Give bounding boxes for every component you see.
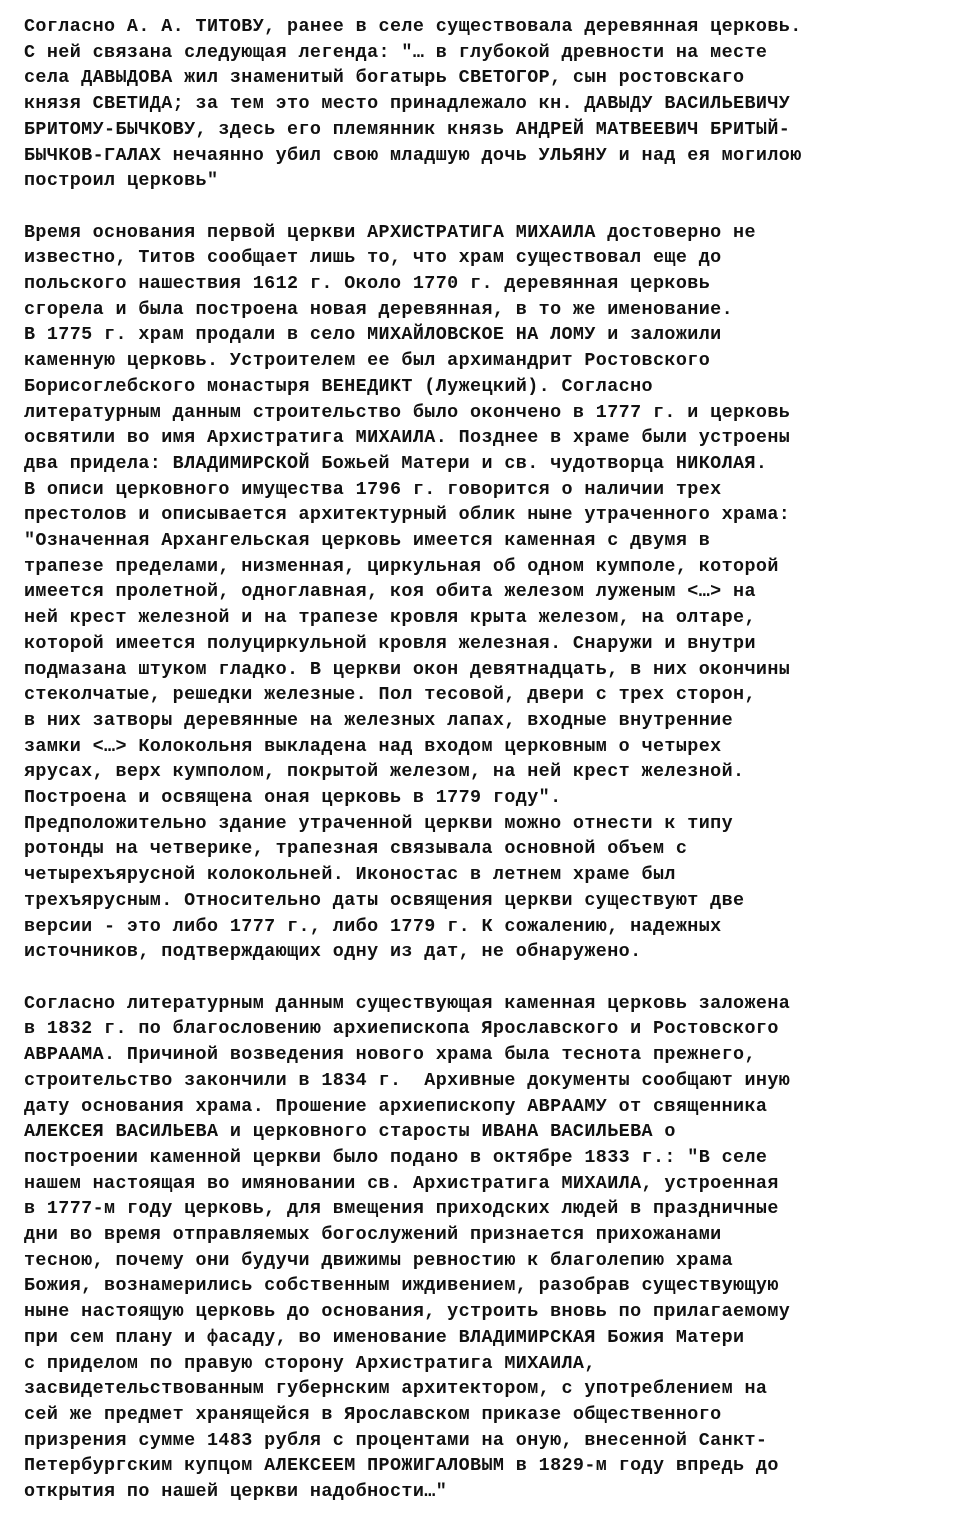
text-line: дни во время отправляемых богослужений признается прихожанами xyxy=(24,1224,722,1246)
text-line: Время основания первой церкви АРХИСТРАТИГА МИХАИЛА достоверно не xyxy=(24,221,756,243)
text-line: открытия по нашей церкви надобности…" xyxy=(24,1481,448,1503)
text-line: В описи церковного имущества 1796 г. говорится о наличии трех xyxy=(24,478,722,500)
text-line: строительство закончили в 1834 г. Архивные документы сообщают иную xyxy=(24,1069,791,1091)
text-line: версии - это либо 1777 г., либо 1779 г. К сожалению, надежных xyxy=(24,915,722,937)
text-line: каменную церковь. Устроителем ее был архимандрит Ростовского xyxy=(24,350,711,372)
paragraph-titov-legend xyxy=(24,14,959,194)
text-line: тесною, почему они будучи движимы ревностию к благолепию храма xyxy=(24,1249,734,1271)
text-line: в 1777-м году церковь, для вмещения приходских людей в праздничные xyxy=(24,1198,779,1220)
paragraph-current-church-history xyxy=(24,991,959,1505)
text-line: ярусах, верх кумполом, покрытой железом, на ней крест железной. xyxy=(24,761,745,783)
text-line: построил церковь" xyxy=(24,170,219,192)
text-line: дату основания храма. Прошение архиепископу АВРААМУ от священника xyxy=(24,1095,768,1117)
text-line: трехъярусным. Относительно даты освящения церкви существуют две xyxy=(24,889,745,911)
text-line: с приделом по правую сторону Архистратига МИХАИЛА, xyxy=(24,1352,596,1374)
text-line: польского нашествия 1612 г. Около 1770 г. деревянная церковь xyxy=(24,273,711,295)
text-line: БЫЧКОВ-ГАЛАХ нечаянно убил свою младшую дочь УЛЬЯНУ и над ея могилою xyxy=(24,144,802,166)
text-line: БРИТОМУ-БЫЧКОВУ, здесь его племянник князь АНДРЕЙ МАТВЕЕВИЧ БРИТЫЙ- xyxy=(24,118,791,140)
text-line: Божия, вознамерились собственным иждивением, разобрав существующую xyxy=(24,1275,779,1297)
text-line: два придела: ВЛАДИМИРСКОЙ Божьей Матери и св. чудотворца НИКОЛАЯ. xyxy=(24,452,768,474)
text-line: стеколчатые, решедки железные. Пол тесовой, двери с трех сторон, xyxy=(24,684,756,706)
text-line: освятили во имя Архистратига МИХАИЛА. Позднее в храме были устроены xyxy=(24,427,791,449)
text-line: села ДАВЫДОВА жил знаменитый богатырь СВЕТОГОР, сын ростовскаго xyxy=(24,67,745,89)
text-line: источников, подтверждающих одну из дат, не обнаружено. xyxy=(24,941,642,963)
text-line: нашем настоящая во имяновании св. Архистратига МИХАИЛА, устроенная xyxy=(24,1172,779,1194)
text-line: В 1775 г. храм продали в село МИХАЙЛОВСКОЕ НА ЛОМУ и заложили xyxy=(24,324,722,346)
text-line: ныне настоящую церковь до основания, устроить вновь по прилагаемому xyxy=(24,1301,791,1323)
text-line: Петербургским купцом АЛЕКСЕЕМ ПРОЖИГАЛОВЫМ в 1829-м году впредь до xyxy=(24,1455,779,1477)
text-line: Построена и освящена оная церковь в 1779 году". xyxy=(24,787,562,809)
text-line: сей же предмет хранящейся в Ярославском приказе общественного xyxy=(24,1403,722,1425)
text-line: ротонды на четверике, трапезная связывала основной объем с xyxy=(24,838,688,860)
text-line: трапезе пределами, низменная, циркульная об одном кумполе, которой xyxy=(24,555,779,577)
paragraph-gap xyxy=(24,965,959,991)
text-line: С ней связана следующая легенда: "… в глубокой древности на месте xyxy=(24,41,768,63)
text-line: при сем плану и фасаду, во именование ВЛАДИМИРСКАЯ Божия Матери xyxy=(24,1326,745,1348)
text-line: Согласно литературным данным существующая каменная церковь заложена xyxy=(24,992,791,1014)
text-line: призрения сумме 1483 рубля с процентами на оную, внесенной Санкт- xyxy=(24,1429,768,1451)
text-line: "Означенная Архангельская церковь имеется каменная с двумя в xyxy=(24,530,711,552)
text-line: Согласно А. А. ТИТОВУ, ранее в селе существовала деревянная церковь. xyxy=(24,16,802,37)
paragraph-gap xyxy=(24,194,959,220)
text-line: АЛЕКСЕЯ ВАСИЛЬЕВА и церковного старосты ИВАНА ВАСИЛЬЕВА о xyxy=(24,1121,676,1143)
text-line: замки <…> Колокольня выкладена над входом церковным о четырех xyxy=(24,735,722,757)
text-line: Предположительно здание утраченной церкви можно отнести к типу xyxy=(24,812,734,834)
text-line: засвидетельствованным губернским архитектором, с употреблением на xyxy=(24,1378,768,1400)
text-line: князя СВЕТИДА; за тем это место принадлежало кн. ДАВЫДУ ВАСИЛЬЕВИЧУ xyxy=(24,93,791,115)
text-line: в них затворы деревянные на железных лапах, входные внутренние xyxy=(24,709,734,731)
text-line: четырехъярусной колокольней. Иконостас в летнем храме был xyxy=(24,864,676,886)
text-line: Борисоглебского монастыря ВЕНЕДИКТ (Лужецкий). Согласно xyxy=(24,375,653,397)
text-line: которой имеется полуциркульной кровля железная. Снаружи и внутри xyxy=(24,632,756,654)
text-line: сгорела и была построена новая деревянная, в то же именование. xyxy=(24,298,734,320)
text-line: в 1832 г. по благословению архиепископа Ярославского и Ростовского xyxy=(24,1018,779,1040)
text-line: литературным данным строительство было окончено в 1777 г. и церковь xyxy=(24,401,791,423)
text-line: имеется пролетной, одноглавная, коя обита железом луженым <…> на xyxy=(24,581,756,603)
document-page xyxy=(24,14,959,1505)
text-line: подмазана штуком гладко. В церкви окон девятнадцать, в них окончины xyxy=(24,658,791,680)
text-line: известно, Титов сообщает лишь то, что храм существовал еще до xyxy=(24,247,722,269)
text-line: АВРААМА. Причиной возведения нового храма была теснота прежнего, xyxy=(24,1044,756,1066)
paragraph-first-church-history xyxy=(24,220,959,965)
text-line: ней крест железной и на трапезе кровля крыта железом, на олтаре, xyxy=(24,607,756,629)
text-line: престолов и описывается архитектурный облик ныне утраченного храма: xyxy=(24,504,791,526)
text-line: построении каменной церкви было подано в октябре 1833 г.: "В селе xyxy=(24,1146,768,1168)
